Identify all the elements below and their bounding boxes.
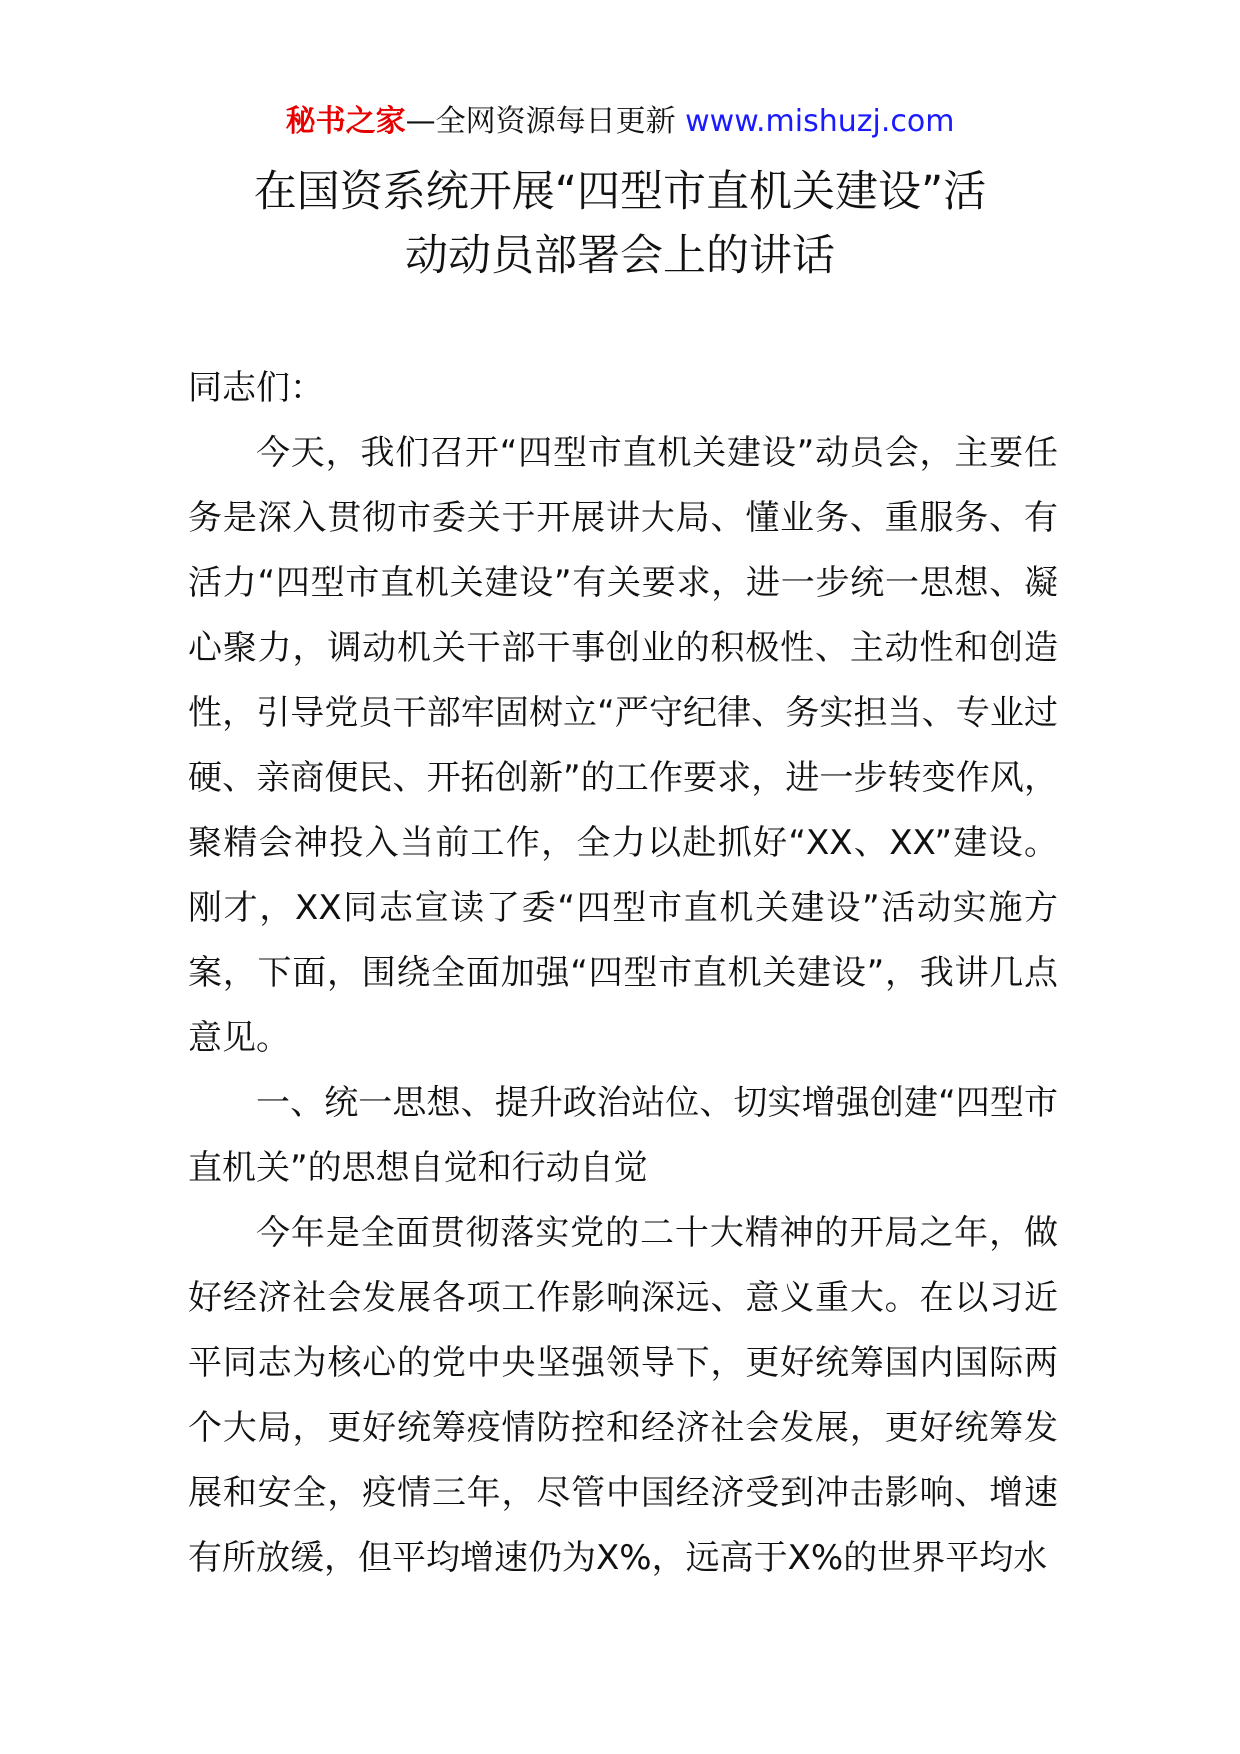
paragraph-section-1: 今年是全面贯彻落实党的二十大精神的开局之年，做好经济社会发展各项工作影响深远、意义重大。在以习近平同志为核心的党中央坚强领导下，更好统筹国内国际两个大局，更好统筹疫情防控和经济社会发展，更好统筹发展和安全，疫情三年，尽管中国经济受到冲击影响、增速有所放缓，但平均增速仍为X%，远高于X%的世界平均水: [188, 1213, 1058, 1578]
title-line-1: 在国资系统开展“四型市直机关建设”活: [253, 167, 987, 217]
site-header: [0, 100, 1240, 144]
paragraph-intro: 今天，我们召开“四型市直机关建设”动员会，主要任务是深入贯彻市委关于开展讲大局、懂业务、重服务、有活力“四型市直机关建设”有关要求，进一步统一思想、凝心聚力，调动机关干部干事创业的积极性、主动性和创造性，引导党员干部牢固树立“严守纪律、务实担当、专业过硬、亲商便民、开拓创新”的工作要求，进一步转变作风，聚精会神投入当前工作，全力以赴抓好“XX、XX”建设。刚才，XX同志宣读了委“四型市直机关建设”活动实施方案，下面，围绕全面加强“四型市直机关建设”，我讲几点意见。: [188, 433, 1058, 1058]
title-line-2: 动动员部署会上的讲话: [405, 231, 835, 281]
document-title: [120, 160, 1120, 288]
section-heading-1: 一、统一思想、提升政治站位、切实增强创建“四型市直机关”的思想自觉和行动自觉: [188, 1083, 1058, 1188]
document-body: [188, 356, 1058, 1591]
site-url-link[interactable]: www.mishuzj.com: [685, 104, 955, 139]
salutation: 同志们：: [188, 368, 324, 408]
header-tagline: —全网资源每日更新: [405, 104, 686, 139]
brand-name: 秘书之家: [285, 104, 406, 139]
